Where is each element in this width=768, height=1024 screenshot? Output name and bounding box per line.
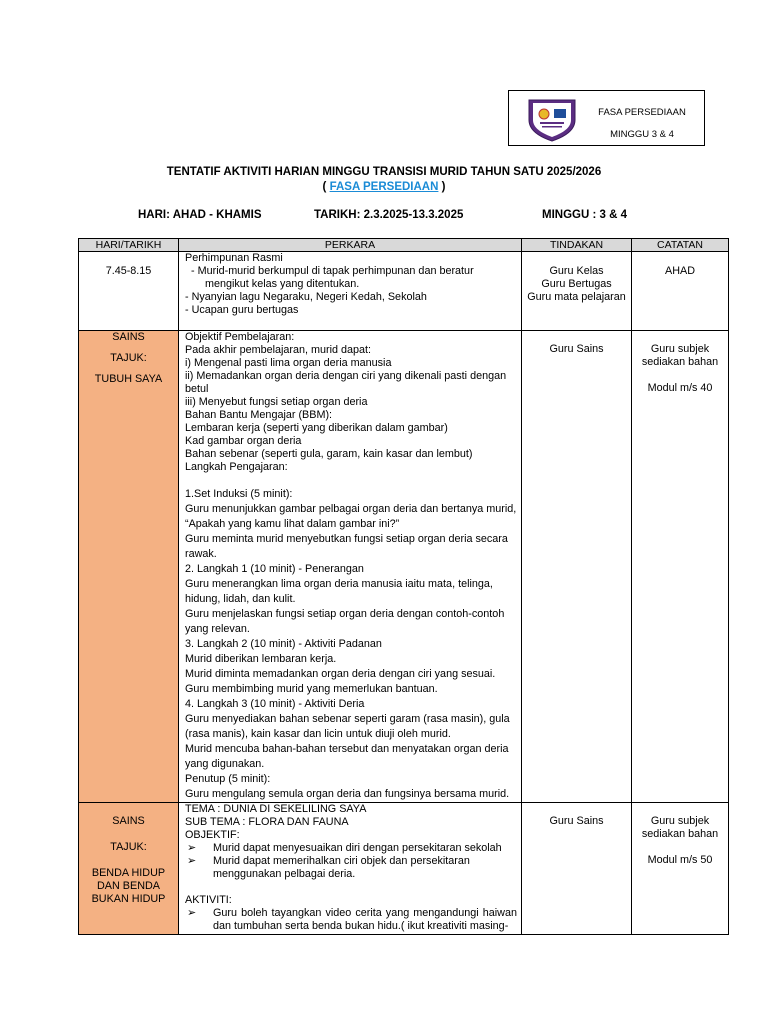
phase-link[interactable]: FASA PERSEDIAAN <box>329 181 439 193</box>
tajuk-line: DAN BENDA <box>97 880 160 892</box>
tajuk-label: TAJUK: <box>110 841 147 853</box>
list-item: Modul m/s 50 <box>647 854 713 866</box>
list-item: Guru menerangkan lima organ deria manusia iaitu mata, telinga, hidung, lidah, dan kulit. <box>185 578 493 605</box>
list-item: ➢ Murid dapat menyesuaikan diri dengan persekitaran sekolah <box>187 842 502 854</box>
subtitle-close: ) <box>438 181 446 193</box>
list-item: 1.Set Induksi (5 minit): <box>185 488 293 500</box>
tema-line: TEMA : DUNIA DI SEKELILING SAYA <box>185 803 367 815</box>
list-item: Guru Kelas <box>549 265 604 277</box>
list-item: 4. Langkah 3 (10 minit) - Aktiviti Deria <box>185 698 365 710</box>
table-header-row <box>79 239 729 252</box>
list-item: Murid diberikan lembaran kerja. <box>185 653 337 665</box>
list-item: Modul m/s 40 <box>647 382 713 394</box>
list-item: ➢ Guru boleh tayangkan video cerita yang mengandungi haiwan dan tumbuhan serta benda bukan hidu.( ikut kreativiti masing- <box>187 907 517 932</box>
objektif-label: OBJEKTIF: <box>185 829 240 841</box>
list-item: 2. Langkah 1 (10 minit) - Penerangan <box>185 563 364 575</box>
list-item: Pada akhir pembelajaran, murid dapat: <box>185 344 372 356</box>
list-item: - Murid-murid berkumpul di tapak perhimpunan dan beratur mengikut kelas yang ditentukan. <box>191 265 474 290</box>
subject-label: SAINS <box>112 331 145 343</box>
row3-perkara <box>179 803 522 935</box>
list-item: Guru Bertugas <box>541 278 612 290</box>
row1-time: 7.45-8.15 <box>79 252 179 331</box>
table-row <box>79 252 729 331</box>
list-item: i) Mengenal pasti lima organ deria manusia <box>185 357 392 369</box>
row2-tindakan: Guru Sains <box>522 331 632 803</box>
phase-label: FASA PERSEDIAAN <box>598 107 686 118</box>
aktiviti-label: AKTIVITI: <box>185 894 232 906</box>
list-item: Perhimpunan Rasmi <box>185 252 283 264</box>
list-item: Penutup (5 minit): <box>185 773 271 785</box>
phase-header-text <box>587 91 697 147</box>
subject-label: SAINS <box>112 815 145 827</box>
list-item: Murid mencuba bahan-bahan tersebut dan menyatakan organ deria yang digunakan. <box>185 743 509 770</box>
list-item: Objektif Pembelajaran: <box>185 331 295 343</box>
bullet-arrow-icon: ➢ <box>187 907 197 919</box>
row2-perkara <box>179 331 522 803</box>
row1-tindakan <box>522 252 632 331</box>
list-item: Murid diminta memadankan organ deria dengan ciri yang sesuai. <box>185 668 496 680</box>
list-item: 3. Langkah 2 (10 minit) - Aktiviti Padanan <box>185 638 382 650</box>
phase-header-box <box>508 90 705 146</box>
list-item: ➢ Murid dapat memerihalkan ciri objek dan persekitaran menggunakan pelbagai deria. <box>187 855 470 880</box>
col-header-tindakan: TINDAKAN <box>522 239 632 252</box>
list-item: sediakan bahan <box>641 356 719 368</box>
row1-perkara <box>179 252 522 331</box>
row3-catatan <box>632 803 729 935</box>
list-item: Kad gambar organ deria <box>185 435 302 447</box>
list-item: - Ucapan guru bertugas <box>185 304 299 316</box>
bullet-arrow-icon: ➢ <box>187 842 197 854</box>
info-tarikh: TARIKH: 2.3.2025-13.3.2025 <box>314 209 464 221</box>
row2-subject-cell <box>79 331 179 803</box>
list-item: - Nyanyian lagu Negaraku, Negeri Kedah, Sekolah <box>185 291 427 303</box>
table-row <box>79 331 729 803</box>
list-item: Guru menjelaskan fungsi setiap organ deria dengan contoh-contoh yang relevan. <box>185 608 505 635</box>
list-item: Guru membimbing murid yang memerlukan bantuan. <box>185 683 438 695</box>
list-item: Guru subjek <box>650 815 710 827</box>
col-header-hari: HARI/TARIKH <box>79 239 179 252</box>
list-item: ii) Memadankan organ deria dengan ciri yang dikenali pasti dengan betul <box>185 370 507 395</box>
list-item: Bahan sebenar (seperti gula, garam, kain kasar dan lembut) <box>185 448 473 460</box>
list-item: Lembaran kerja (seperti yang diberikan dalam gambar) <box>185 422 448 434</box>
tajuk-label: TAJUK: <box>110 352 147 364</box>
list-item: Guru subjek <box>650 343 710 355</box>
list-item: sediakan bahan <box>641 828 719 840</box>
bullet-arrow-icon: ➢ <box>187 855 197 867</box>
tajuk-line: BUKAN HIDUP <box>91 893 166 905</box>
tajuk-value: TUBUH SAYA <box>94 373 163 385</box>
tajuk-line: BENDA HIDUP <box>91 867 166 879</box>
list-item: Bahan Bantu Mengajar (BBM): <box>185 409 333 421</box>
week-label: MINGGU 3 & 4 <box>610 129 674 140</box>
list-item: Guru mata pelajaran <box>527 291 626 303</box>
info-minggu: MINGGU : 3 & 4 <box>542 209 627 221</box>
list-item: Guru menyediakan bahan sebenar seperti garam (rasa masin), gula (rasa manis), kain kasar dan licin untuk diuji oleh murid. <box>185 713 510 740</box>
page-title: TENTATIF AKTIVITI HARIAN MINGGU TRANSISI MURID TAHUN SATU 2025/2026 <box>166 166 602 178</box>
school-logo-icon <box>521 96 583 142</box>
list-item: Guru menunjukkan gambar pelbagai organ deria dan bertanya murid, “Apakah yang kamu lihat dalam gambar ini?” <box>185 503 517 530</box>
subtema-line: SUB TEMA : FLORA DAN FAUNA <box>185 816 349 828</box>
col-header-perkara: PERKARA <box>179 239 522 252</box>
info-hari: HARI: AHAD - KHAMIS <box>138 209 262 221</box>
list-item: Guru meminta murid menyebutkan fungsi setiap organ deria secara rawak. <box>185 533 508 560</box>
row3-tindakan: Guru Sains <box>522 803 632 935</box>
page-subtitle <box>0 181 768 193</box>
row1-catatan: AHAD <box>632 252 729 331</box>
row2-catatan <box>632 331 729 803</box>
table-row <box>79 803 729 935</box>
subtitle-open: ( <box>322 181 330 193</box>
list-item: Guru mengulang semula organ deria dan fungsinya bersama murid. <box>185 788 510 800</box>
list-item: Langkah Pengajaran: <box>185 461 288 473</box>
list-item: iii) Menyebut fungsi setiap organ deria <box>185 396 368 408</box>
schedule-table <box>78 238 729 935</box>
col-header-catatan: CATATAN <box>632 239 729 252</box>
row3-subject-cell <box>79 803 179 935</box>
